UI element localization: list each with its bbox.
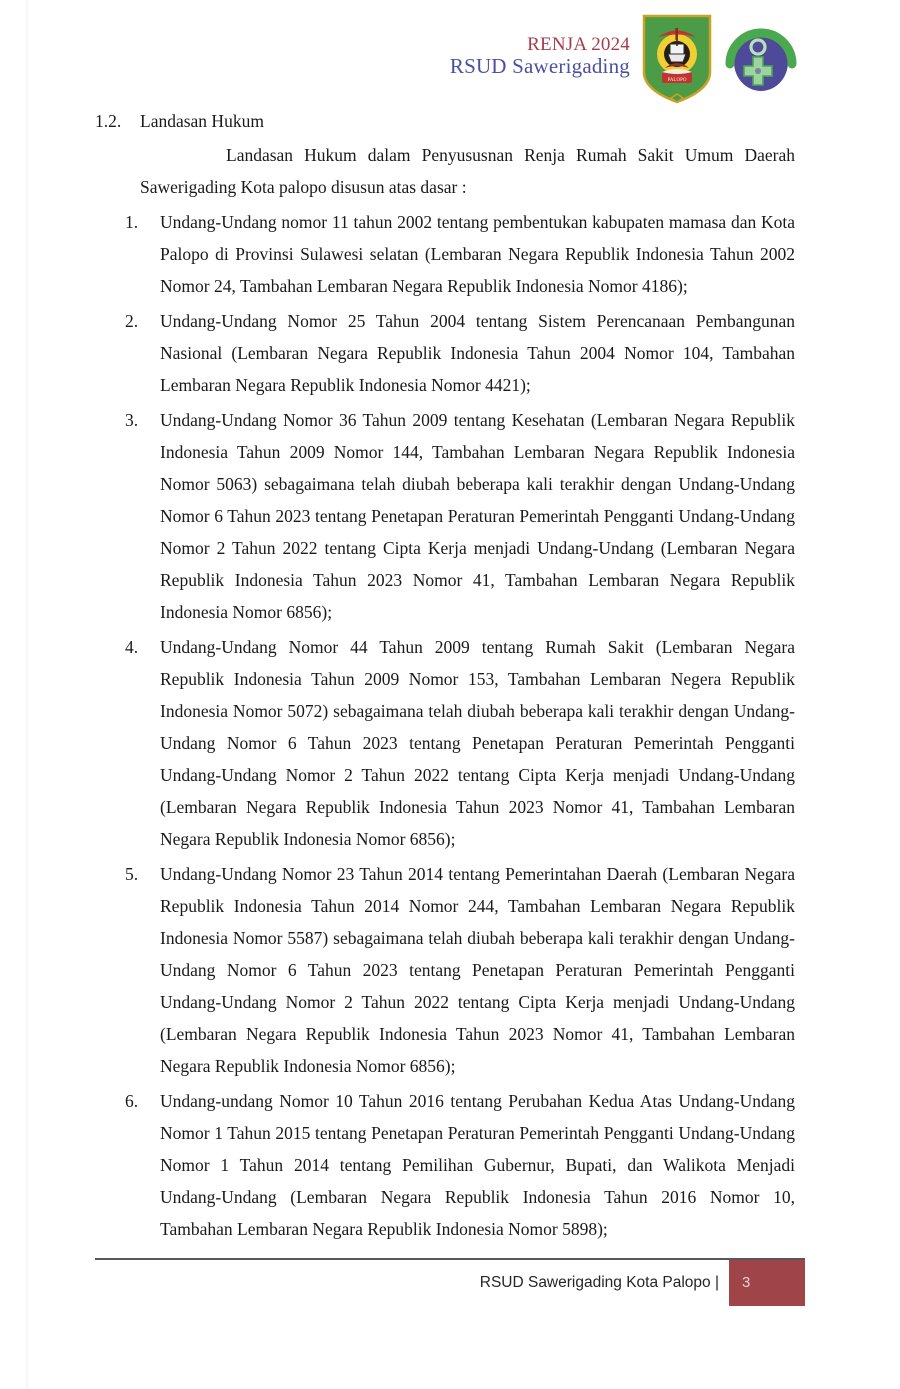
header-title-renja: RENJA 2024 <box>527 33 630 55</box>
list-item-number: 5. <box>125 864 139 884</box>
svg-text:PALOPO: PALOPO <box>667 78 687 83</box>
list-item-number: 3. <box>125 410 139 430</box>
page-number-badge: 3 <box>729 1260 805 1306</box>
legal-basis-list <box>95 206 795 1245</box>
list-item-number: 6. <box>125 1091 139 1111</box>
list-item-text: Undang-undang Nomor 10 Tahun 2016 tentang Perubahan Kedua Atas Undang-Undang Nomor 1 Tahun 2015 tentang Penetapan Peraturan Pemerintah Pengganti Undang-Undang Nomor 1 Tahun 2014 tentang Pemilihan Gubernur, Bupati, dan Walikota Menjadi Undang-Undang (Lembaran Negara Republik Indonesia Tahun 2016 Nomor 10, Tambahan Lembaran Negara Republik Indonesia Nomor 5898); <box>160 1091 795 1239</box>
palopo-city-emblem-icon <box>638 10 716 106</box>
list-item-text: Undang-Undang Nomor 44 Tahun 2009 tentang Rumah Sakit (Lembaran Negara Republik Indonesia Tahun 2009 Nomor 153, Tambahan Lembaran Negera Republik Indonesia Nomor 5072) sebagaimana telah diubah beberapa kali terakhir dengan Undang-Undang Nomor 6 Tahun 2023 tentang Penetapan Peraturan Pemerintah Pengganti Undang-Undang Nomor 2 Tahun 2022 tentang Cipta Kerja menjadi Undang-Undang (Lembaran Negara Republik Indonesia Tahun 2023 Nomor 41, Tambahan Lembaran Negara Republik Indonesia Nomor 6856); <box>160 637 795 849</box>
list-item-number: 1. <box>125 212 139 232</box>
footer-label: RSUD Sawerigading Kota Palopo | <box>479 1273 719 1291</box>
scan-artifact-line <box>26 0 29 1389</box>
document-body <box>95 106 795 1245</box>
list-item <box>95 858 795 1082</box>
list-item <box>95 404 795 628</box>
page-header <box>0 8 900 108</box>
header-title-block <box>450 34 630 79</box>
section-title: Landasan Hukum <box>140 111 264 131</box>
list-item-text: Undang-Undang Nomor 36 Tahun 2009 tentang Kesehatan (Lembaran Negara Republik Indonesia Tahun 2009 Nomor 144, Tambahan Lembaran Negara Republik Indonesia Nomor 5063) sebagaimana telah diubah beberapa kali terakhir dengan Undang-Undang Nomor 6 Tahun 2023 tentang Penetapan Peraturan Pemerintah Pengganti Undang-Undang Nomor 2 Tahun 2022 tentang Cipta Kerja menjadi Undang-Undang (Lembaran Negara Republik Indonesia Tahun 2023 Nomor 41, Tambahan Lembaran Negara Republik Indonesia Nomor 6856); <box>160 410 795 622</box>
rsud-sawerigading-logo-icon <box>720 12 800 104</box>
list-item-text: Undang-Undang Nomor 23 Tahun 2014 tentang Pemerintahan Daerah (Lembaran Negara Republik Indonesia Tahun 2014 Nomor 244, Tambahan Lembaran Negara Republik Indonesia Nomor 5587) sebagaimana telah diubah beberapa kali terakhir dengan Undang-Undang Nomor 6 Tahun 2023 tentang Penetapan Peraturan Pemerintah Pengganti Undang-Undang Nomor 2 Tahun 2022 tentang Cipta Kerja menjadi Undang-Undang (Lembaran Negara Republik Indonesia Tahun 2023 Nomor 41, Tambahan Lembaran Negara Republik Indonesia Nomor 6856); <box>160 864 795 1076</box>
list-item-number: 2. <box>125 311 139 331</box>
intro-paragraph: Landasan Hukum dalam Penyususnan Renja Rumah Sakit Umum Daerah Sawerigading Kota palopo disusun atas dasar : <box>140 145 795 197</box>
list-item <box>95 206 795 302</box>
list-item <box>95 305 795 401</box>
footer-row <box>95 1260 805 1306</box>
header-title-hospital: RSUD Sawerigading <box>449 53 630 78</box>
footer-divider <box>95 1258 805 1260</box>
section-heading <box>95 106 795 137</box>
list-item-text: Undang-Undang Nomor 25 Tahun 2004 tentang Sistem Perencanaan Pembangunan Nasional (Lembaran Negara Republik Indonesia Tahun 2004 Nomor 104, Tambahan Lembaran Negara Republik Indonesia Nomor 4421); <box>160 311 795 395</box>
section-number: 1.2. <box>95 111 122 131</box>
list-item-text: Undang-Undang nomor 11 tahun 2002 tentang pembentukan kabupaten mamasa dan Kota Palopo di Provinsi Sulawesi selatan (Lembaran Negara Republik Indonesia Tahun 2002 Nomor 24, Tambahan Lembaran Negara Republik Indonesia Nomor 4186); <box>160 212 795 296</box>
list-item <box>95 631 795 855</box>
list-item <box>95 1085 795 1245</box>
list-item-number: 4. <box>125 637 139 657</box>
page-footer <box>95 1258 805 1306</box>
